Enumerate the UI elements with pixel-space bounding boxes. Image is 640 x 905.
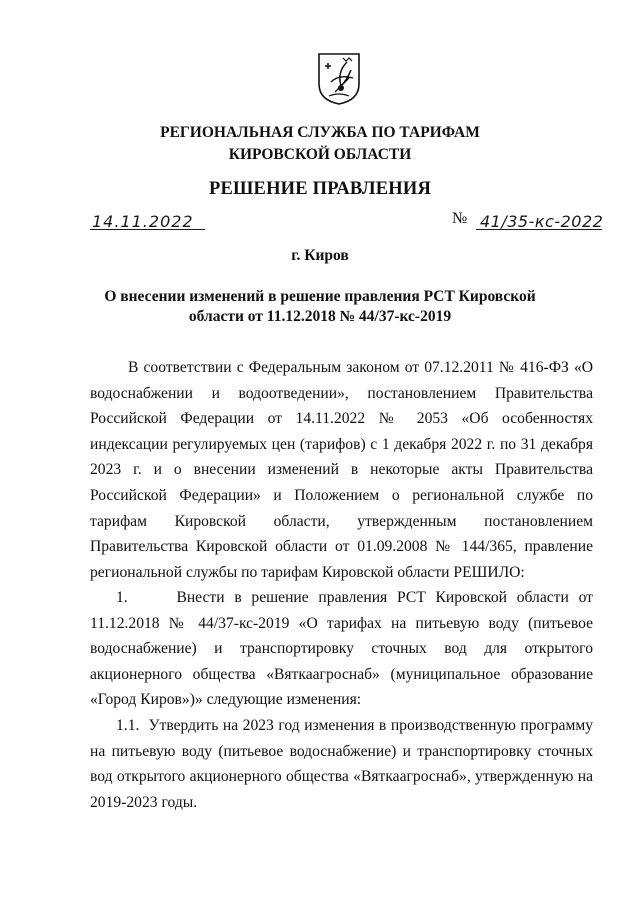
paragraph-item-1-1 — [90, 713, 593, 815]
document-type: РЕШЕНИЕ ПРАВЛЕНИЯ — [208, 179, 432, 199]
org-line-1: РЕГИОНАЛЬНАЯ СЛУЖБА ПО ТАРИФАМ — [160, 124, 480, 141]
item-1-1-text: Утвердить на 2023 год изменения в производственную программу на питьевую воду (питьевое водоснабжение) и транспортировку сточных вод открытого акционерного общества «Вяткаагроснаб», утвержденную на 2019-2023 годы. — [90, 717, 594, 811]
paragraph-item-1 — [90, 585, 593, 713]
document-date: 14.11.2022 — [92, 212, 194, 231]
subject-line-1: О внесении изменений в решение правления РСТ Кировской — [104, 288, 536, 305]
subject-line-2: области от 11.12.2018 № 44/37-кс-2019 — [188, 308, 452, 325]
organization-name — [0, 122, 640, 166]
coat-of-arms-icon — [317, 52, 361, 106]
paragraph-preamble — [90, 355, 593, 585]
document-number: 41/35-кс-2022 — [480, 212, 604, 231]
number-underline — [476, 229, 602, 230]
number-label: № — [452, 210, 468, 227]
date-underline — [90, 229, 205, 230]
preamble-text: В соответствии с Федеральным законом от 07.12.2011 № 416-ФЗ «О водоснабжении и водоотведении», постановлением Правительства Российской Федерации от 14.11.2022 № 2053 «Об особенностях индексации регулируемых цен (тарифов) с 1 декабря 2022 г. по 31 декабря 2023 г. и о внесении изменений в некоторые акты Правительства Российской Федерации» и Положением о региональной службе по тарифам Кировской области, утвержденным постановлением Правительства Кировской области от 01.09.2008 № 144/365, правление региональной службы по тарифам Кировской области РЕШИЛО: — [90, 359, 593, 581]
item-1-marker: 1. — [116, 589, 128, 606]
city: г. Киров — [291, 247, 349, 264]
org-line-2: КИРОВСКОЙ ОБЛАСТИ — [228, 146, 412, 163]
item-1-1-marker: 1.1. — [116, 717, 140, 734]
document-subject — [0, 287, 640, 327]
item-1-text: Внести в решение правления РСТ Кировской области от 11.12.2018 № 44/37-кс-2019 «О тарифах на питьевую воду (питьевое водоснабжение) и транспортировку сточных вод для открытого акционерного общества «Вяткаагроснаб» (муниципальное образование «Город Киров»)» следующие изменения: — [90, 589, 593, 709]
